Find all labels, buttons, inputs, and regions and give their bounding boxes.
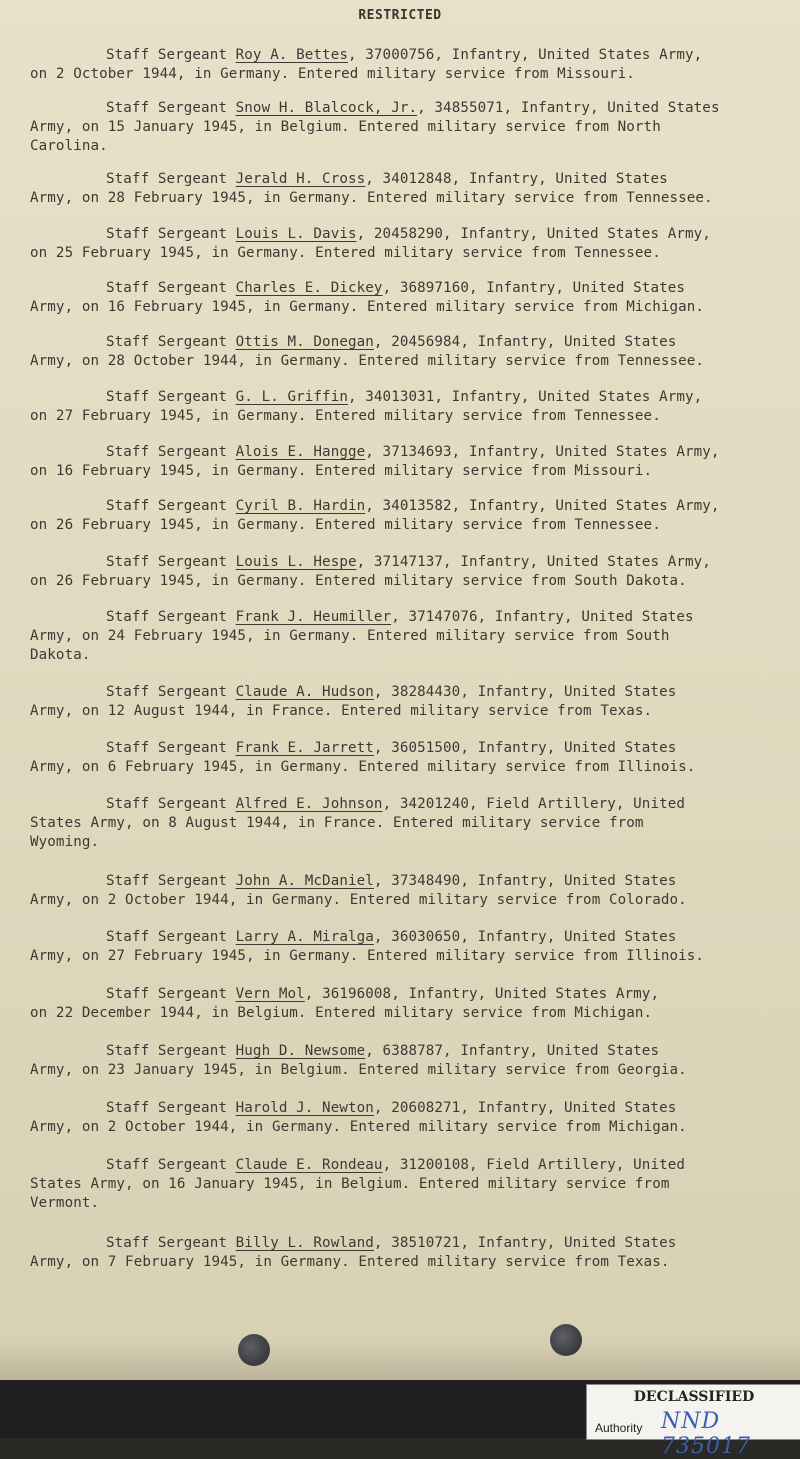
entry-line: Carolina.: [30, 138, 108, 154]
citation-entry: [30, 170, 780, 208]
entry-line1: , 37134693, Infantry, United States Army,: [365, 444, 720, 460]
citation-entry: [30, 553, 780, 591]
entry-line: on 26 February 1945, in Germany. Entered military service from Tennessee.: [30, 517, 661, 533]
entry-rank: Staff Sergeant: [106, 609, 227, 625]
entry-rank: Staff Sergeant: [106, 929, 227, 945]
soldier-name: Louis L. Davis: [235, 226, 357, 242]
citation-entry: [30, 333, 780, 371]
soldier-name: Harold J. Newton: [235, 1100, 374, 1116]
entry-line: on 27 February 1945, in Germany. Entered military service from Tennessee.: [30, 408, 661, 424]
entry-line1: , 36051500, Infantry, United States: [373, 740, 677, 756]
entry-line1: , 36897160, Infantry, United States: [382, 280, 686, 296]
soldier-name: Snow H. Blalcock, Jr.: [235, 100, 418, 116]
soldier-name: Vern Mol: [235, 986, 305, 1002]
punch-hole: [238, 1334, 270, 1366]
entry-line1: , 37348490, Infantry, United States: [373, 873, 677, 889]
citation-entry: [30, 1042, 780, 1080]
soldier-name: Hugh D. Newsome: [235, 1043, 366, 1059]
citation-entry: [30, 443, 780, 481]
entry-rank: Staff Sergeant: [106, 498, 227, 514]
authority-label: Authority: [595, 1421, 643, 1435]
entry-line: Army, on 6 February 1945, in Germany. Entered military service from Illinois.: [30, 759, 696, 775]
entry-rank: Staff Sergeant: [106, 873, 227, 889]
entry-rank: Staff Sergeant: [106, 796, 227, 812]
soldier-name: Claude E. Rondeau: [235, 1157, 383, 1173]
citation-entry: [30, 608, 780, 665]
entry-rank: Staff Sergeant: [106, 554, 227, 570]
entry-rank: Staff Sergeant: [106, 334, 227, 350]
entry-rank: Staff Sergeant: [106, 226, 227, 242]
entry-line1: , 36030650, Infantry, United States: [373, 929, 677, 945]
soldier-name: Alois E. Hangge: [235, 444, 366, 460]
soldier-name: John A. McDaniel: [235, 873, 374, 889]
entry-line: on 26 February 1945, in Germany. Entered military service from South Dakota.: [30, 573, 687, 589]
citation-entry: [30, 99, 780, 156]
entry-rank: Staff Sergeant: [106, 171, 227, 187]
entry-line1: , 37147137, Infantry, United States Army,: [356, 554, 711, 570]
citation-entry: [30, 279, 780, 317]
citation-entry: [30, 388, 780, 426]
punch-hole: [550, 1324, 582, 1356]
soldier-name: Louis L. Hespe: [235, 554, 357, 570]
entry-line1: , 20608271, Infantry, United States: [373, 1100, 677, 1116]
declassified-stamp: [586, 1384, 800, 1459]
entry-rank: Staff Sergeant: [106, 1235, 227, 1251]
entry-line1: , 37147076, Infantry, United States: [391, 609, 694, 625]
entry-rank: Staff Sergeant: [106, 740, 227, 756]
entry-line1: , 34013031, Infantry, United States Army,: [347, 389, 703, 405]
entry-line1: , 20458290, Infantry, United States Army,: [356, 226, 711, 242]
entry-line: on 25 February 1945, in Germany. Entered military service from Tennessee.: [30, 245, 661, 261]
entry-line: Army, on 16 February 1945, in Germany. Entered military service from Michigan.: [30, 299, 705, 315]
entry-rank: Staff Sergeant: [106, 1157, 227, 1173]
citation-entry: [30, 739, 780, 777]
citation-entry: [30, 46, 780, 84]
entry-line: on 2 October 1944, in Germany. Entered military service from Missouri.: [30, 66, 635, 82]
soldier-name: Roy A. Bettes: [235, 47, 348, 63]
entry-line: on 22 December 1944, in Belgium. Entered military service from Michigan.: [30, 1005, 653, 1021]
entry-line: Dakota.: [30, 647, 91, 663]
entry-line1: , 34201240, Field Artillery, United: [382, 796, 686, 812]
entry-line: Army, on 2 October 1944, in Germany. Entered military service from Colorado.: [30, 892, 687, 908]
entry-line: on 16 February 1945, in Germany. Entered military service from Missouri.: [30, 463, 653, 479]
citation-entry: [30, 497, 780, 535]
entry-rank: Staff Sergeant: [106, 684, 227, 700]
restricted-header: RESTRICTED: [358, 8, 442, 23]
soldier-name: Frank E. Jarrett: [235, 740, 374, 756]
citation-entry: [30, 795, 780, 852]
entry-line: States Army, on 16 January 1945, in Belgium. Entered military service from: [30, 1176, 670, 1192]
soldier-name: Frank J. Heumiller: [235, 609, 392, 625]
citation-entry: [30, 928, 780, 966]
entry-rank: Staff Sergeant: [106, 389, 227, 405]
soldier-name: Ottis M. Donegan: [235, 334, 374, 350]
entry-line1: , 37000756, Infantry, United States Army,: [347, 47, 703, 63]
entry-line1: , 20456984, Infantry, United States: [373, 334, 677, 350]
citation-entry: [30, 1234, 780, 1272]
entry-line: Army, on 28 October 1944, in Germany. Entered military service from Tennessee.: [30, 353, 705, 369]
entry-line: Army, on 15 January 1945, in Belgium. Entered military service from North: [30, 119, 661, 135]
entry-rank: Staff Sergeant: [106, 47, 227, 63]
citation-entry: [30, 225, 780, 263]
entry-line: Army, on 2 October 1944, in Germany. Entered military service from Michigan.: [30, 1119, 687, 1135]
entry-line1: , 38284430, Infantry, United States: [373, 684, 677, 700]
entry-rank: Staff Sergeant: [106, 1100, 227, 1116]
soldier-name: Billy L. Rowland: [235, 1235, 374, 1251]
entry-line: Vermont.: [30, 1195, 100, 1211]
soldier-name: Jerald H. Cross: [235, 171, 366, 187]
entry-line: Army, on 24 February 1945, in Germany. Entered military service from South: [30, 628, 670, 644]
entry-rank: Staff Sergeant: [106, 280, 227, 296]
entry-line: Army, on 27 February 1945, in Germany. Entered military service from Illinois.: [30, 948, 705, 964]
entry-line1: , 6388787, Infantry, United States: [365, 1043, 660, 1059]
soldier-name: Claude A. Hudson: [235, 684, 374, 700]
entry-line: Army, on 23 January 1945, in Belgium. Entered military service from Georgia.: [30, 1062, 687, 1078]
entry-line1: , 36196008, Infantry, United States Army,: [304, 986, 660, 1002]
entry-line: Army, on 12 August 1944, in France. Entered military service from Texas.: [30, 703, 653, 719]
entry-rank: Staff Sergeant: [106, 100, 227, 116]
entry-rank: Staff Sergeant: [106, 1043, 227, 1059]
soldier-name: Charles E. Dickey: [235, 280, 383, 296]
citation-entry: [30, 683, 780, 721]
entry-line1: , 31200108, Field Artillery, United: [382, 1157, 686, 1173]
soldier-name: Alfred E. Johnson: [235, 796, 383, 812]
entry-line1: , 34855071, Infantry, United States: [417, 100, 720, 116]
entry-line: States Army, on 8 August 1944, in France. Entered military service from: [30, 815, 644, 831]
declassified-title: DECLASSIFIED: [633, 1389, 755, 1405]
soldier-name: G. L. Griffin: [235, 389, 348, 405]
citation-entry: [30, 1156, 780, 1213]
entry-line1: , 38510721, Infantry, United States: [373, 1235, 677, 1251]
entry-line: Wyoming.: [30, 834, 100, 850]
entry-line1: , 34012848, Infantry, United States: [365, 171, 668, 187]
soldier-name: Larry A. Miralga: [235, 929, 374, 945]
entry-rank: Staff Sergeant: [106, 444, 227, 460]
citation-entry: [30, 872, 780, 910]
entry-line: Army, on 7 February 1945, in Germany. Entered military service from Texas.: [30, 1254, 670, 1270]
citation-entry: [30, 985, 780, 1023]
authority-code: NND 735017: [661, 1409, 751, 1459]
entry-line1: , 34013582, Infantry, United States Army,: [365, 498, 720, 514]
entry-rank: Staff Sergeant: [106, 986, 227, 1002]
soldier-name: Cyril B. Hardin: [235, 498, 366, 514]
entry-line: Army, on 28 February 1945, in Germany. Entered military service from Tennessee.: [30, 190, 713, 206]
citation-entry: [30, 1099, 780, 1137]
